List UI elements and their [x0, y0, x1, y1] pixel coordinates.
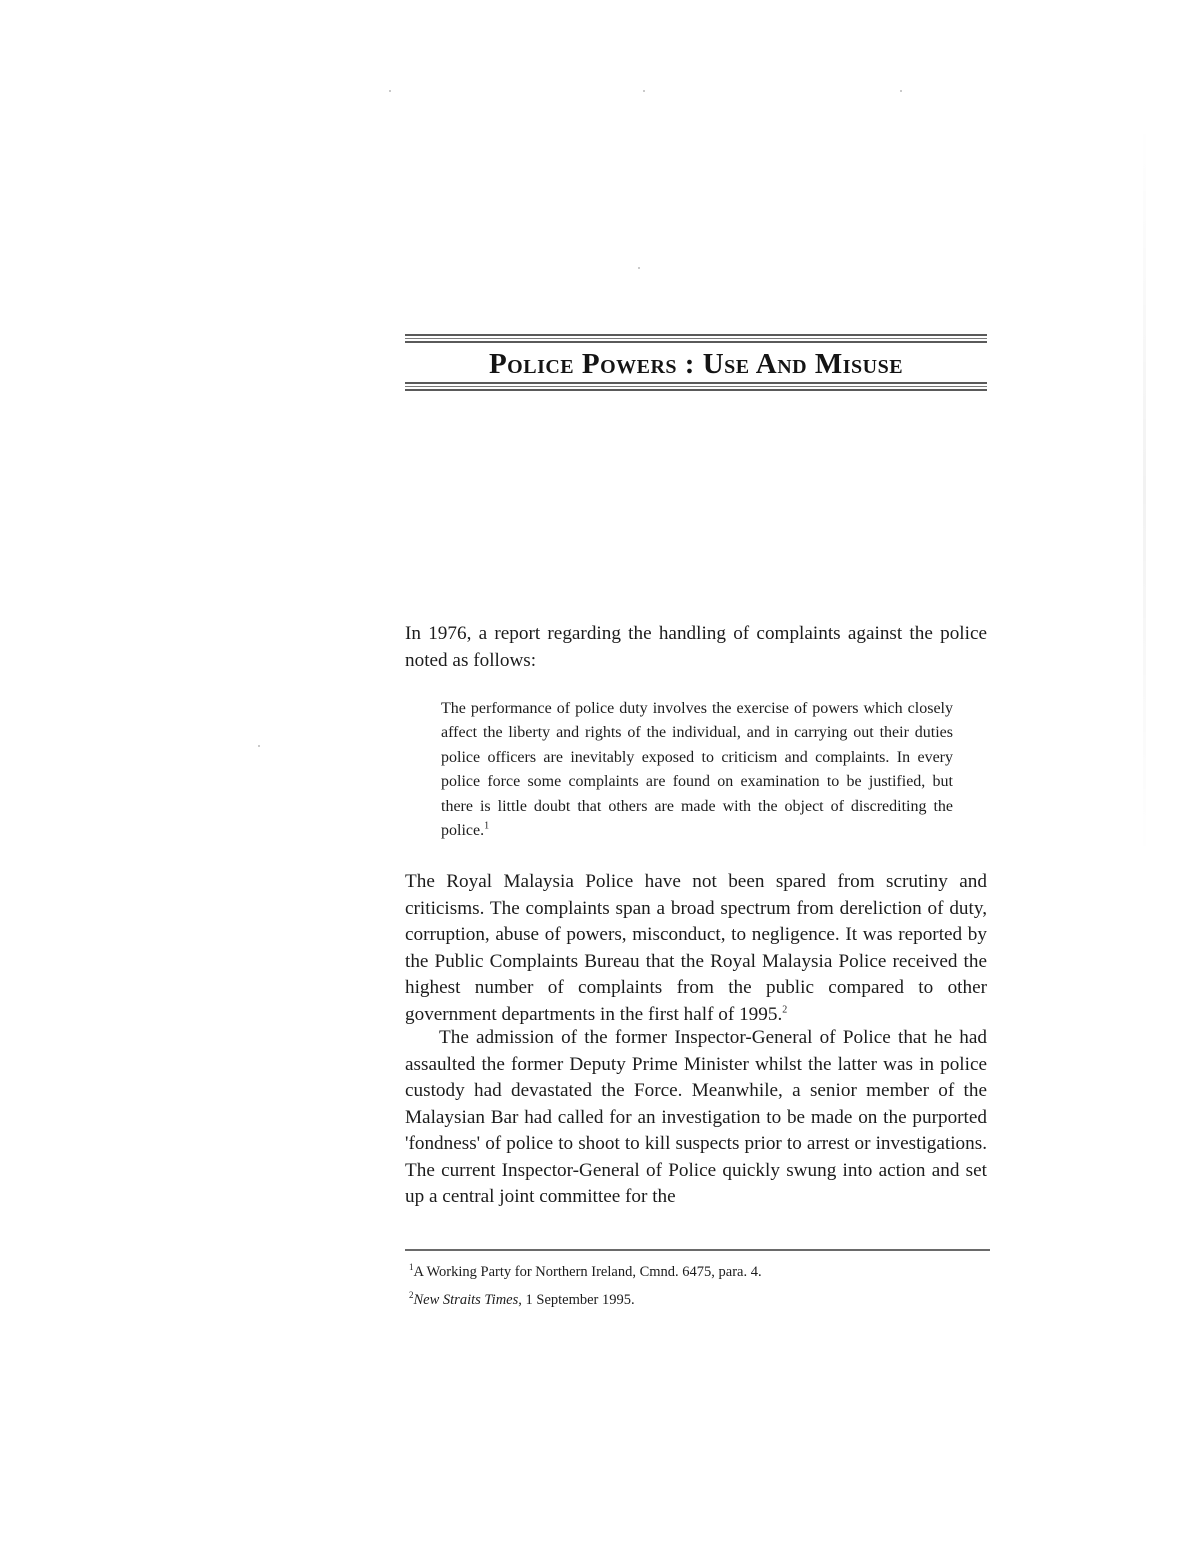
block-quote-text: The performance of police duty involves the exercise of powers which closely affect the liberty and rights of the individual, and in carrying out their duties police officers are inevitably exposed to criticism and complaints. In every police force some complaints are found on examination to be justified, but there is little doubt that others are made with the object of discrediting the police.: [441, 700, 953, 840]
second-paragraph: [405, 869, 987, 1028]
scan-speck: [643, 90, 645, 92]
footnote-separator: [405, 1249, 990, 1251]
second-paragraph-text: The Royal Malaysia Police have not been spared from scrutiny and criticisms. The complaints span a broad spectrum from dereliction of duty, corruption, abuse of powers, misconduct, to negligence. It was reported by the Public Complaints Bureau that the Royal Malaysia Police received the highest number of complaints from the public compared to other government departments in the first half of 1995.: [405, 871, 987, 1025]
footnote-text: , 1 September 1995.: [518, 1292, 635, 1308]
footnote-1: [409, 1263, 969, 1281]
footnote-text: A Working Party for Northern Ireland, Cmnd. 6475, para. 4.: [413, 1264, 762, 1280]
third-paragraph: [405, 1025, 987, 1211]
footnote-ref-2: 2: [782, 1004, 788, 1016]
footnote-source-title: New Straits Times: [413, 1292, 519, 1308]
scan-speck: [258, 745, 260, 747]
title-rule-bottom: [405, 382, 987, 393]
scan-speck: [900, 90, 902, 92]
footnote-ref-1: 1: [484, 820, 490, 832]
title-rule-top: [405, 334, 987, 345]
intro-paragraph: [405, 621, 987, 674]
scan-edge-shadow: [1143, 120, 1146, 860]
footnote-2: [409, 1291, 969, 1309]
block-quote: [441, 697, 953, 843]
chapter-heading: [405, 334, 987, 396]
chapter-title: Police Powers : Use And Misuse: [488, 348, 904, 380]
footnote-mark: 2: [409, 1290, 414, 1301]
scan-speck: [638, 267, 640, 269]
third-paragraph-text: The admission of the former Inspector-General of Police that he had assaulted the former Deputy Prime Minister whilst the latter was in police custody had devastated the Force. Meanwhile, a senior member of the Malaysian Bar had called for an investigation to be made on the purported 'fondness' of police to shoot to kill suspects prior to arrest or investigations. The current Inspector-General of Police quickly swung into action and set up a central joint committee for the: [405, 1027, 987, 1207]
intro-paragraph-text: In 1976, a report regarding the handling of complaints against the police noted as follows:: [405, 623, 987, 671]
footnote-mark: 1: [409, 1262, 414, 1273]
scan-speck: [389, 90, 391, 92]
